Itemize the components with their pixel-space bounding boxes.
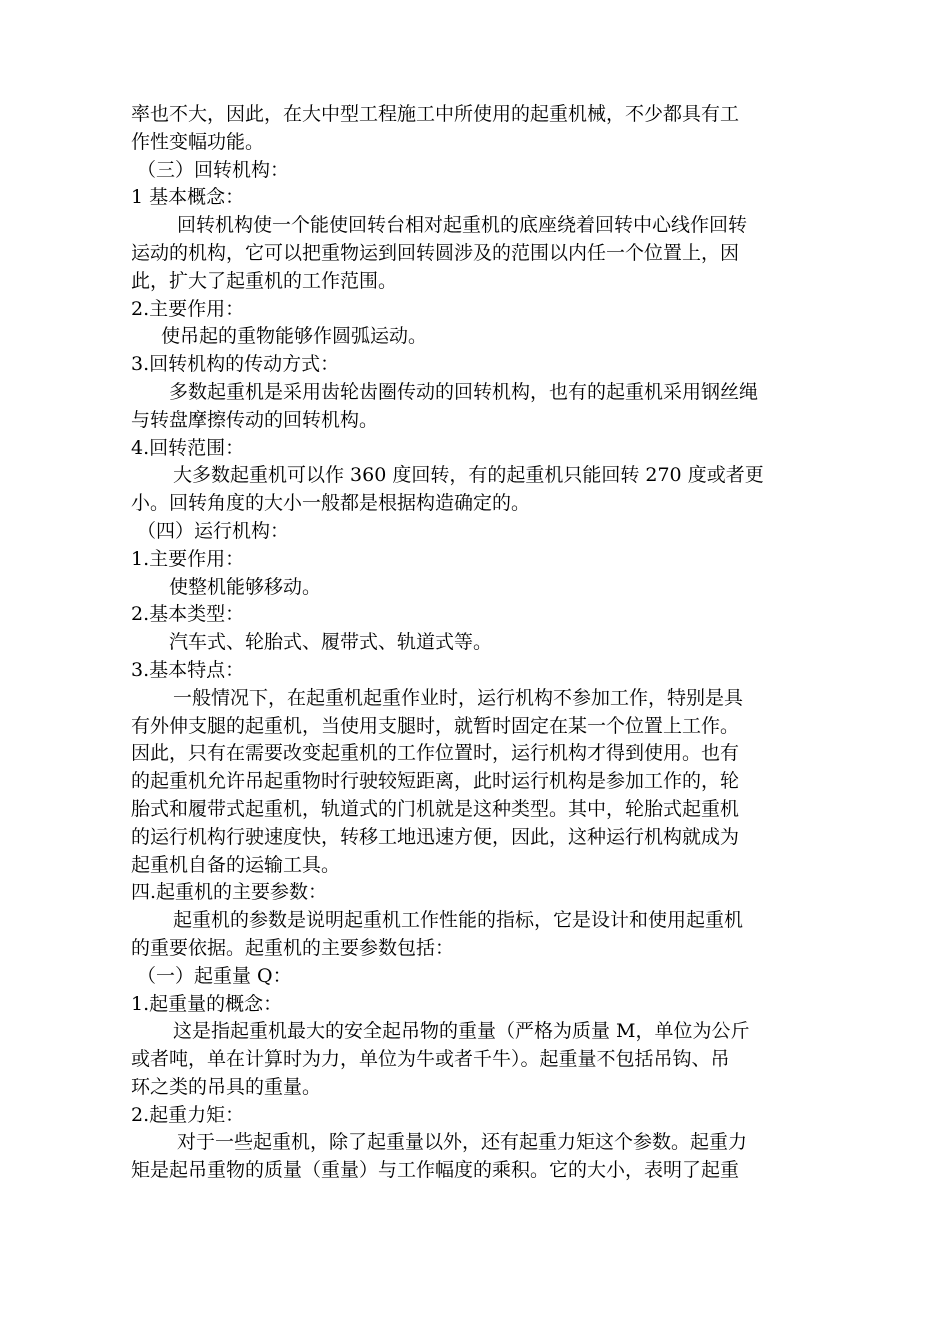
subheading: 3.基本特点： xyxy=(131,658,245,681)
text-line: 多数起重机是采用齿轮齿圈传动的回转机构，也有的起重机采用钢丝绳 xyxy=(169,380,759,403)
subheading: 2.起重力矩： xyxy=(131,1103,245,1126)
subheading: 3.回转机构的传动方式： xyxy=(131,353,340,376)
subheading: 4.回转范围： xyxy=(131,436,245,459)
text-line: 运动的机构，它可以把重物运到回转圆涉及的范围以内任一个位置上，因 xyxy=(131,241,740,264)
text-line: 与转盘摩擦传动的回转机构。 xyxy=(131,408,379,431)
section-heading: （四）运行机构： xyxy=(137,519,290,542)
text-line: 有外伸支腿的起重机，当使用支腿时，就暂时固定在某一个位置上工作。 xyxy=(131,714,740,737)
text-line: 的重要依据。起重机的主要参数包括： xyxy=(131,936,455,959)
text-line: 作性变幅功能。 xyxy=(131,130,265,153)
subheading: 2.基本类型： xyxy=(131,603,245,626)
text-line: 矩是起吊重物的质量（重量）与工作幅度的乘积。它的大小，表明了起重 xyxy=(131,1159,740,1182)
text-line: 回转机构使一个能使回转台相对起重机的底座绕着回转中心线作回转 xyxy=(177,214,748,237)
text-line: 环之类的吊具的重量。 xyxy=(131,1075,322,1098)
text-line: 胎式和履带式起重机，轨道式的门机就是这种类型。其中，轮胎式起重机 xyxy=(131,797,740,820)
text-line: 使整机能够移动。 xyxy=(169,575,322,598)
text-line: 率也不大，因此，在大中型工程施工中所使用的起重机械，不少都具有工 xyxy=(131,103,740,125)
document-page xyxy=(131,101,851,1185)
text-line: 大多数起重机可以作 360 度回转，有的起重机只能回转 270 度或者更 xyxy=(173,464,764,487)
text-line: 因此，只有在需要改变起重机的工作位置时，运行机构才得到使用。也有 xyxy=(131,742,740,765)
subheading: 1.主要作用： xyxy=(131,547,245,570)
text-line: 的起重机允许吊起重物时行驶较短距离，此时运行机构是参加工作的，轮 xyxy=(131,770,740,793)
subheading: 1.起重量的概念： xyxy=(131,992,283,1015)
text-line: 对于一些起重机，除了起重量以外，还有起重力矩这个参数。起重力 xyxy=(177,1131,748,1154)
text-line: 此，扩大了起重机的工作范围。 xyxy=(131,269,398,292)
text-line: 一般情况下，在起重机起重作业时，运行机构不参加工作，特别是具 xyxy=(173,686,744,709)
text-line: 起重机的参数是说明起重机工作性能的指标，它是设计和使用起重机 xyxy=(173,909,744,932)
text-line: 或者吨，单在计算时为力，单位为牛或者千牛）。起重量不包括吊钩、吊 xyxy=(131,1048,730,1071)
section-heading: 四.起重机的主要参数： xyxy=(131,881,328,904)
text-line: 汽车式、轮胎式、履带式、轨道式等。 xyxy=(169,631,493,654)
section-heading: （三）回转机构： xyxy=(137,158,290,181)
text-line: 起重机自备的运输工具。 xyxy=(131,853,341,876)
text-line: 使吊起的重物能够作圆弧运动。 xyxy=(161,325,428,348)
text-line: 的运行机构行驶速度快，转移工地迅速方便，因此，这种运行机构就成为 xyxy=(131,825,740,848)
text-line: 小。回转角度的大小一般都是根据构造确定的。 xyxy=(131,492,531,515)
text-line: 这是指起重机最大的安全起吊物的重量（严格为质量 M，单位为公斤 xyxy=(173,1020,750,1043)
section-heading: （一）起重量 Q： xyxy=(137,964,292,987)
subheading: 1 基本概念： xyxy=(131,186,245,209)
subheading: 2.主要作用： xyxy=(131,297,245,320)
